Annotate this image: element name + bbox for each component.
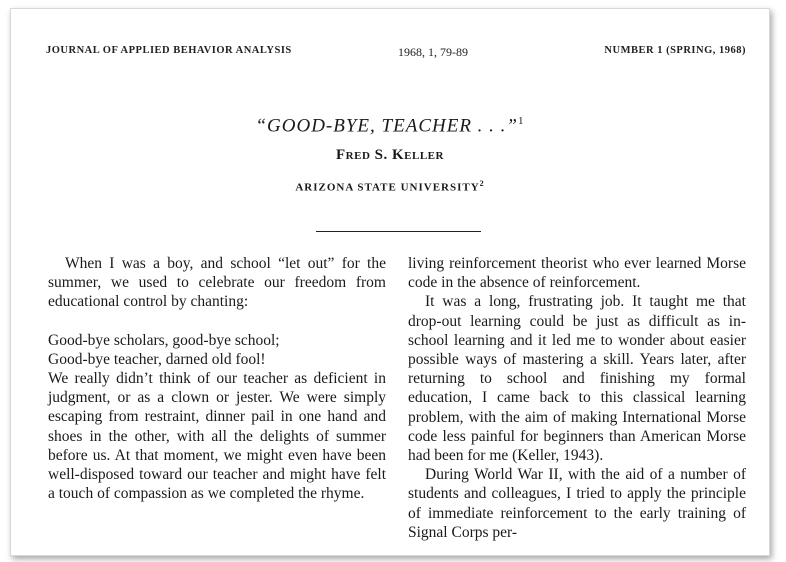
left-paragraph-2: We really didn’t think of our teacher as deficient in judgment, or as a clown or jester. We were simply escaping from restraint, dinner pail in one hand and shoes in the other, with all the delights of summer before us. At that moment, we might even have been well-disposed toward our teacher and might have felt a touch of compassion as we completed the rhyme. [48, 370, 386, 503]
left-paragraph-1: When I was a boy, and school “let out” for the summer, we used to celebrate our freedom from educational control by chanting: [48, 255, 386, 311]
affiliation-text: ARIZONA STATE UNIVERSITY [295, 181, 480, 194]
title-text: “GOOD-BYE, TEACHER . . .” [255, 115, 518, 137]
right-paragraph-3: During World War II, with the aid of a number of students and colleagues, I tried to apply the principle of immediate reinforcement to the early training of Signal Corps per- [408, 466, 746, 541]
citation: 1968, 1, 79-89 [398, 45, 468, 59]
author-name: Fred S. Keller [336, 147, 444, 163]
title-divider [316, 231, 481, 232]
title-footnote-marker[interactable]: 1 [518, 115, 525, 127]
right-column [408, 254, 746, 542]
right-paragraph-1: living reinforcement theorist who ever learned Morse code in the absence of reinforcement. [408, 255, 746, 292]
affiliation [11, 179, 769, 194]
paper-page [10, 8, 770, 556]
affiliation-footnote-marker[interactable]: 2 [479, 179, 485, 188]
poem-line-1: Good-bye scholars, good-bye school; [48, 331, 280, 349]
poem-line-2: Good-bye teacher, darned old fool! [48, 350, 266, 368]
left-column [48, 254, 386, 503]
issue-info: NUMBER 1 (SPRING, 1968) [604, 45, 746, 56]
article-title [11, 115, 769, 137]
journal-name: JOURNAL OF APPLIED BEHAVIOR ANALYSIS [46, 45, 292, 56]
right-paragraph-2: It was a long, frustrating job. It taught me that drop-out learning could be just as difficult as in-school learning and it led me to wonder about easier possible ways of mastering a skill. Years later, after returning to school and finishing my formal education, I came back to this classical learning problem, with the aim of making International Morse code less painful for beginners than American Morse had been for me (Keller, 1943). [408, 293, 746, 465]
